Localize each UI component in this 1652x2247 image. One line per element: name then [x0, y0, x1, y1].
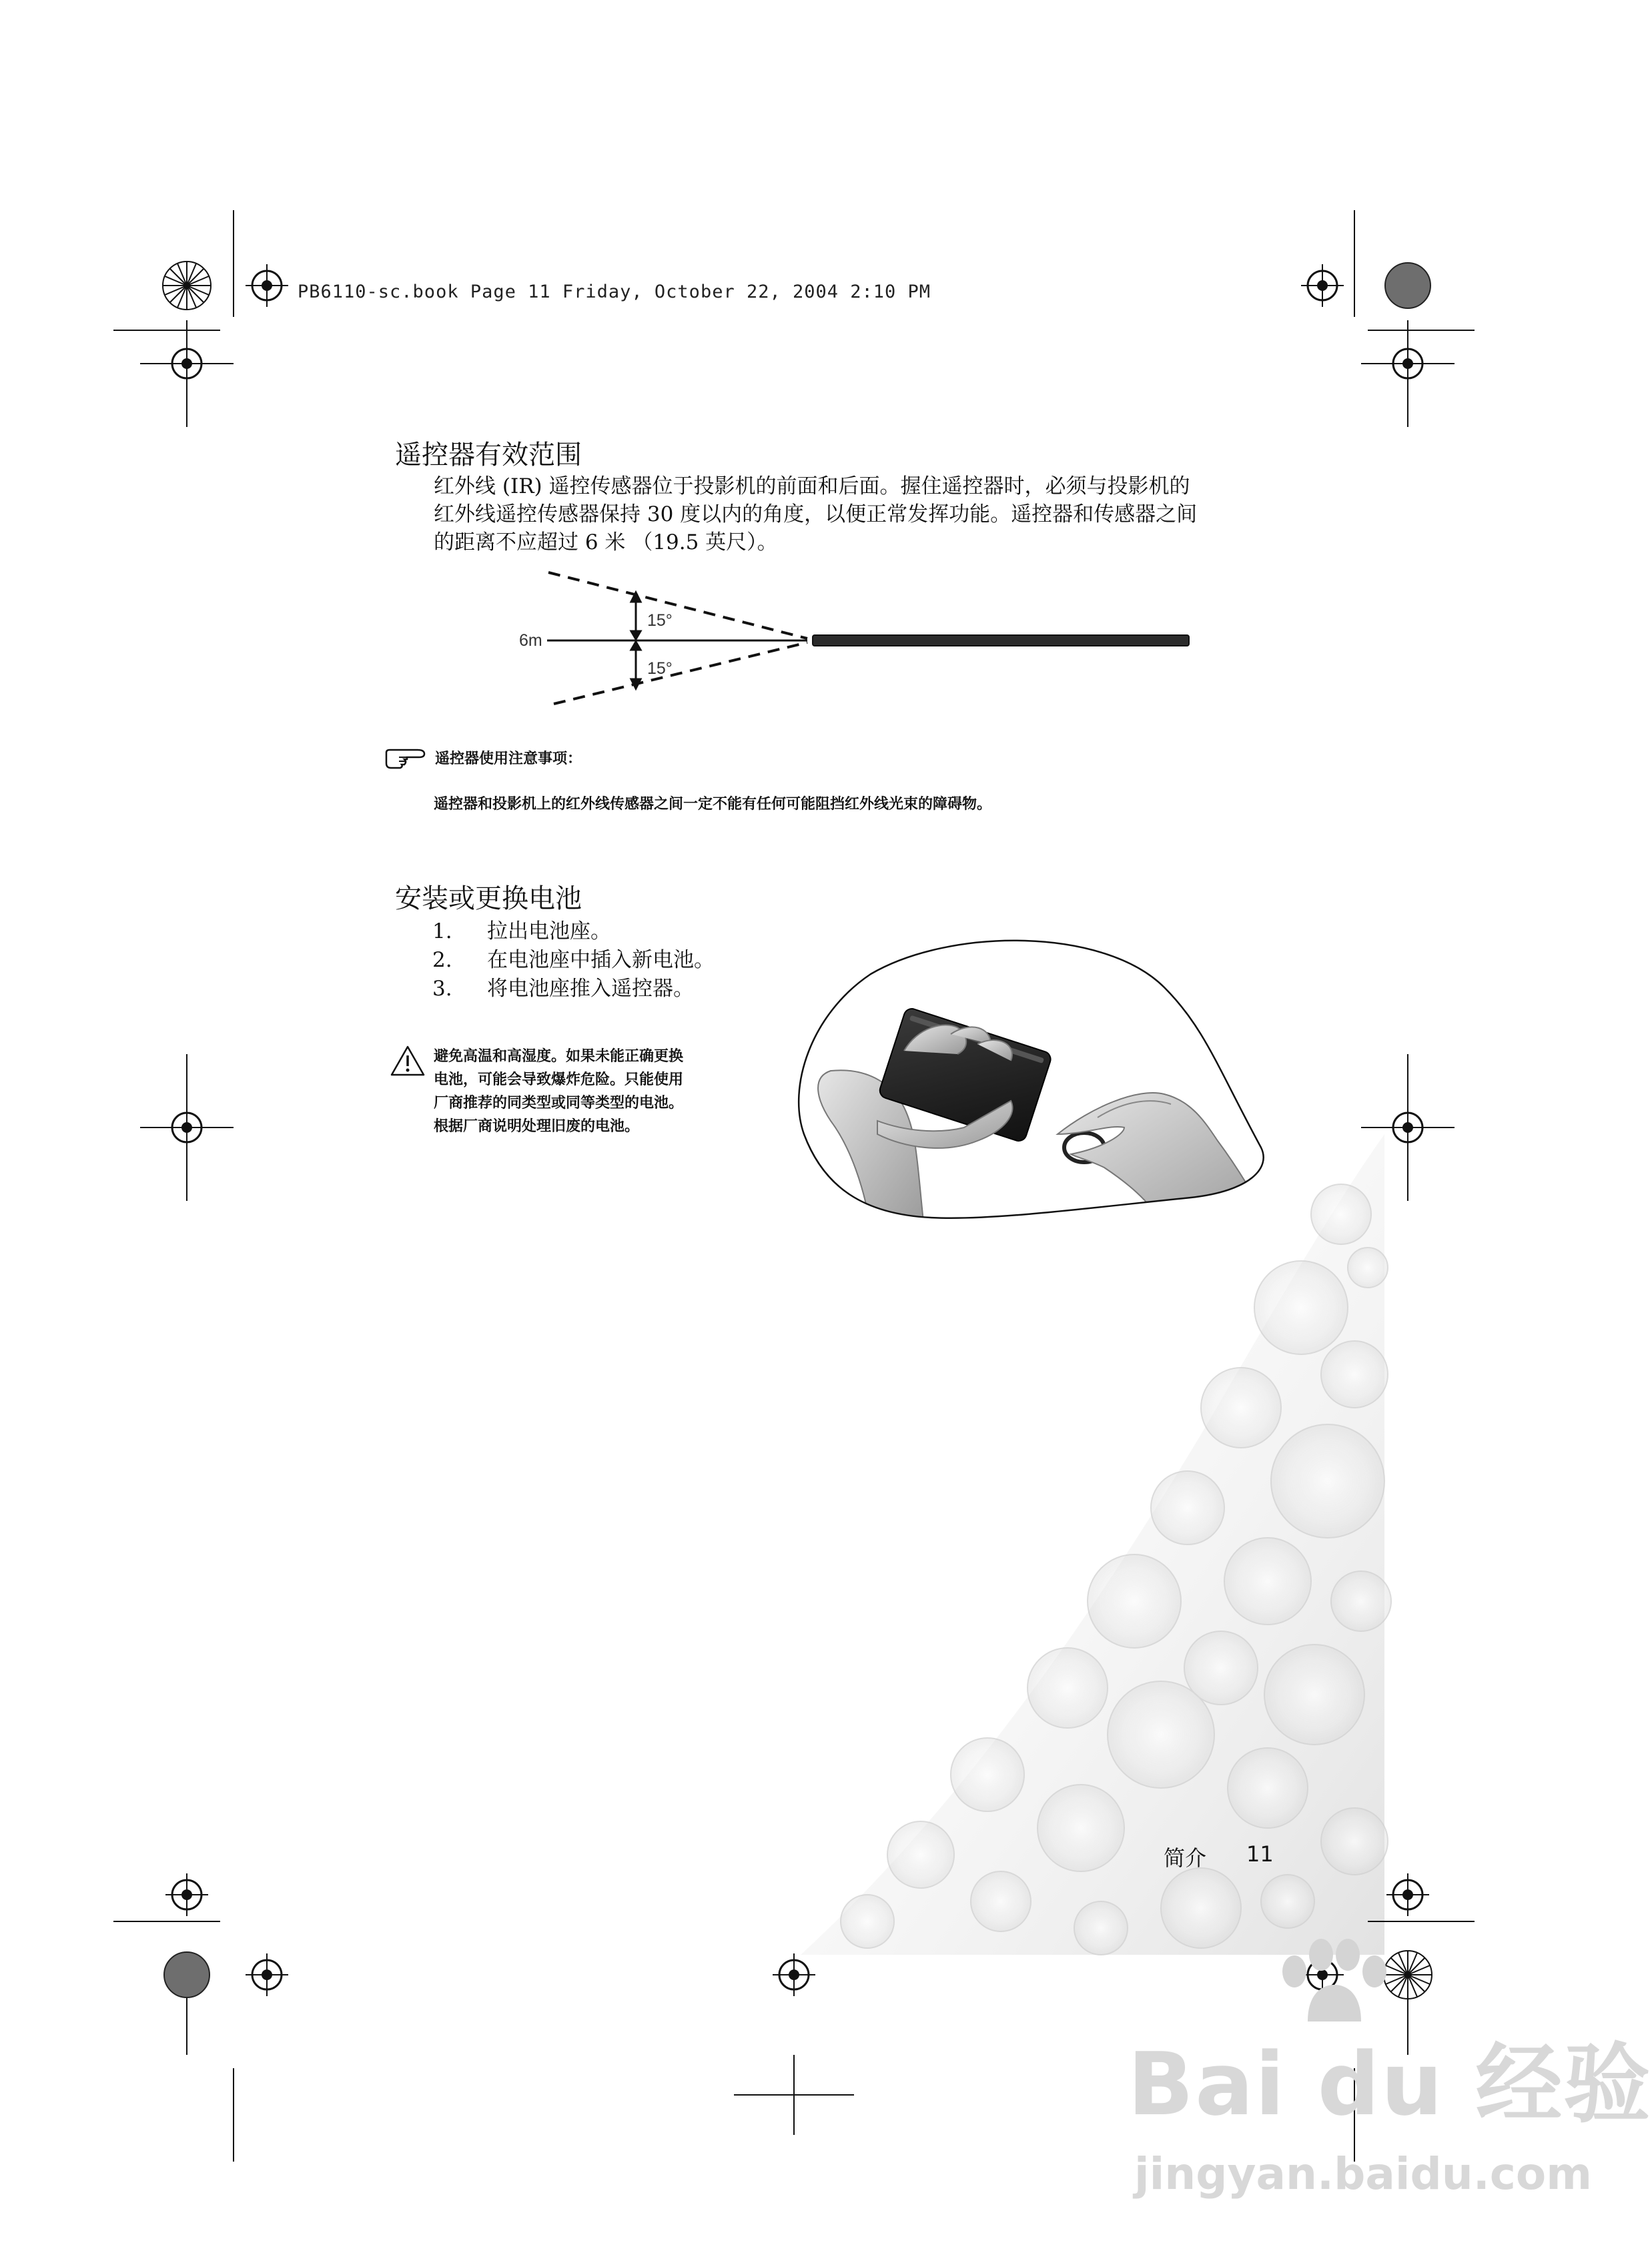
pointing-hand-icon [384, 746, 428, 770]
page-number: 11 [1246, 1841, 1274, 1867]
warning-line: 根据厂商说明处理旧废的电池。 [434, 1118, 640, 1135]
note-label: 遥控器使用注意事项： [435, 751, 582, 767]
list-item: 3. 将电池座推入遥控器。 [432, 977, 694, 1001]
distance-label: 6m [519, 631, 542, 650]
lower-limit-dashed-line [554, 642, 807, 704]
upper-limit-dashed-line [548, 572, 807, 638]
battery-steps-list [432, 914, 715, 1000]
section-title-remote-range: 遥控器有效范围 [395, 440, 582, 470]
warning-triangle-icon [390, 1045, 426, 1077]
battery-replacement-photo [791, 934, 1271, 1228]
warning-line: 厂商推荐的同类型或同等类型的电池。 [434, 1095, 684, 1111]
list-item: 2. 在电池座中插入新电池。 [432, 948, 715, 972]
note-text: 遥控器和投影机上的红外线传感器之间一定不能有任何可能阻挡红外线光束的障碍物。 [434, 796, 992, 813]
watermark-url: jingyan.baidu.com [1134, 2148, 1593, 2200]
range-paragraph [434, 472, 1197, 556]
paw-logo-icon [1268, 1935, 1401, 2028]
ir-range-svg [494, 560, 1201, 721]
paragraph-line: 红外线 (IR) 遥控传感器位于投影机的前面和后面。握住遥控器时，必须与投影机的 [434, 474, 1190, 498]
paragraph-line: 的距离不应超过 6 米 （19.5 英尺）。 [434, 530, 778, 554]
book-info-header: PB6110-sc.book Page 11 Friday, October 22, 2004 2:10 PM [298, 282, 931, 302]
battery-warning [434, 1045, 683, 1138]
warning-line: 电池，可能会导致爆炸危险。只能使用 [434, 1071, 684, 1088]
watermark-logo-text: Bai du 经验 [1128, 2034, 1652, 2135]
paragraph-line: 红外线遥控传感器保持 30 度以内的角度，以便正常发挥功能。遥控器和传感器之间 [434, 502, 1198, 526]
projector-bar [813, 635, 1189, 646]
warning-line: 避免高温和高湿度。如果未能正确更换 [434, 1048, 684, 1065]
angle-label-top: 15° [647, 611, 673, 630]
footer-section-name: 简介 [1164, 1845, 1207, 1871]
ir-range-diagram [494, 560, 1201, 721]
angle-label-bottom: 15° [647, 659, 673, 678]
section-title-battery: 安装或更换电池 [395, 883, 582, 914]
list-item: 1. 拉出电池座。 [432, 919, 611, 943]
